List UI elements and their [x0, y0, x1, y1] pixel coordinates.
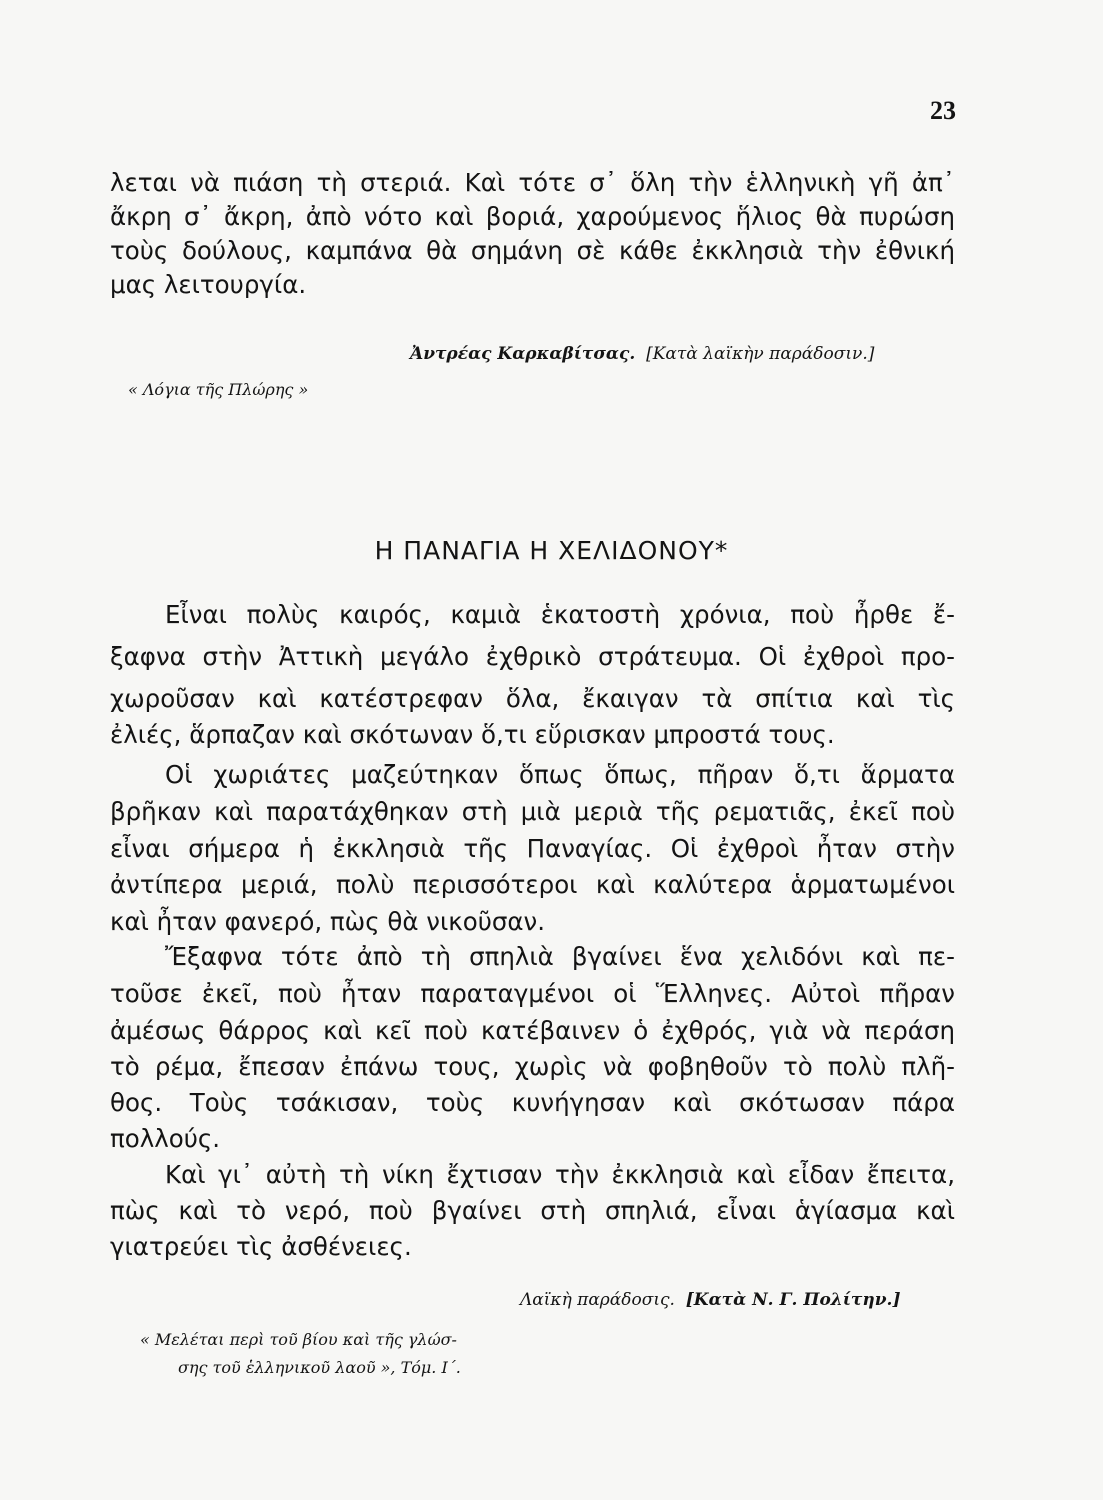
text-line: τοῦσε ἐκεῖ, ποὺ ἦταν παραταγμένοι οἱ Ἕλληνες. Αὐτοὶ πῆραν: [110, 979, 955, 1008]
text-line: θος. Τοὺς τσάκισαν, τοὺς κυνήγησαν καὶ σκότωσαν πάρα: [110, 1088, 955, 1117]
text-line: Καὶ γι᾽ αὐτὴ τὴ νίκη ἔχτισαν τὴν ἐκκλησιὰ καὶ εἶδαν ἔπειτα,: [165, 1160, 955, 1189]
text-line: ἀμέσως θάρρος καὶ κεῖ ποὺ κατέβαινεν ὁ ἐχθρός, γιὰ νὰ περάση: [110, 1016, 955, 1045]
text-line: ξαφνα στὴν Ἀττικὴ μεγάλο ἐχθρικὸ στράτευμα. Οἱ ἐχθροὶ προ-: [110, 642, 955, 671]
text-line: ἄκρη σ᾽ ἄκρη, ἀπὸ νότο καὶ βοριά, χαρούμενος ἥλιος θὰ πυρώση: [110, 202, 955, 231]
text-line: εἶναι σήμερα ἡ ἐκκλησιὰ τῆς Παναγίας. Οἱ ἐχθροὶ ἦταν στὴν: [110, 834, 955, 863]
story-title: Η ΠΑΝΑΓΙΑ Η ΧΕΛΙΔΟΝΟΥ*: [374, 536, 729, 565]
text-line: γιατρεύει τὶς ἀσθένειες.: [110, 1232, 412, 1261]
text-line: ἀντίπερα μεριά, πολὺ περισσότεροι καὶ καλύτερα ἁρματωμένοι: [110, 870, 955, 899]
text-line: βρῆκαν καὶ παρατάχθηκαν στὴ μιὰ μεριὰ τῆς ρεματιᾶς, ἐκεῖ ποὺ: [110, 797, 955, 826]
source-citation: « Λόγια τῆς Πλώρης »: [128, 380, 309, 399]
text-line: τὸ ρέμα, ἔπεσαν ἐπάνω τους, χωρὶς νὰ φοβηθοῦν τὸ πολὺ πλῆ-: [110, 1052, 955, 1081]
text-line: μας λειτουργία.: [110, 270, 307, 299]
text-line: τοὺς δούλους, καμπάνα θὰ σημάνη σὲ κάθε ἐκκλησιὰ τὴν ἐθνική: [110, 236, 955, 265]
text-line: λεται νὰ πιάση τὴ στεριά. Καὶ τότε σ᾽ ὅλη τὴν ἑλληνικὴ γῆ ἀπ᾽: [110, 168, 955, 197]
author-attribution: [410, 344, 874, 364]
author-name: Ἀντρέας Καρκαβίτσας.: [410, 344, 636, 364]
text-line: Οἱ χωριάτες μαζεύτηκαν ὅπως ὅπως, πῆραν ὅ,τι ἅρματα: [165, 760, 955, 789]
author-name: [Κατὰ Ν. Γ. Πολίτην.]: [685, 1290, 901, 1310]
story-attribution: [520, 1290, 901, 1310]
attribution-note: [Κατὰ λαϊκὴν παράδοσιν.]: [646, 344, 875, 364]
text-line: πολλούς.: [110, 1124, 221, 1153]
page-number: 23: [930, 96, 956, 125]
source-citation-line: σης τοῦ ἑλληνικοῦ λαοῦ », Τόμ. Ι΄.: [178, 1358, 461, 1377]
text-line: χωροῦσαν καὶ κατέστρεφαν ὅλα, ἔκαιγαν τὰ σπίτια καὶ τὶς: [110, 684, 955, 713]
text-line: πὼς καὶ τὸ νερό, ποὺ βγαίνει στὴ σπηλιά, εἶναι ἁγίασμα καὶ: [110, 1196, 955, 1225]
text-line: Ἔξαφνα τότε ἀπὸ τὴ σπηλιὰ βγαίνει ἕνα χελιδόνι καὶ πε-: [165, 942, 955, 971]
attribution-note: Λαϊκὴ παράδοσις.: [520, 1290, 675, 1310]
text-line: ἐλιές, ἅρπαζαν καὶ σκότωναν ὅ,τι εὕρισκαν μπροστά τους.: [110, 720, 835, 749]
source-citation-line: « Μελέται περὶ τοῦ βίου καὶ τῆς γλώσ-: [140, 1330, 457, 1349]
text-line: Εἶναι πολὺς καιρός, καμιὰ ἑκατοστὴ χρόνια, ποὺ ἦρθε ἔ-: [165, 600, 955, 629]
text-line: καὶ ἦταν φανερό, πὼς θὰ νικοῦσαν.: [110, 907, 546, 936]
